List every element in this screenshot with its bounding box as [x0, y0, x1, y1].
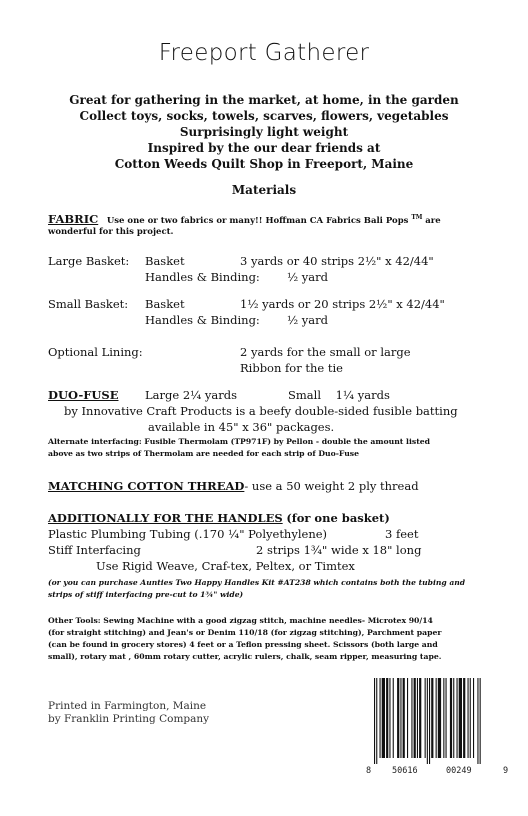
optional-lining-label: Optional Lining:	[48, 345, 143, 359]
stiff-interfacing-qty: 2 strips 1¾" wide x 18" long	[256, 543, 422, 557]
barcode-group-1: 50616	[392, 766, 418, 776]
small-basket-label: Small Basket:	[48, 297, 129, 311]
barcode-bar	[380, 678, 381, 758]
thread-line	[48, 479, 419, 493]
barcode-bar	[436, 678, 437, 758]
barcode-bar	[429, 678, 430, 764]
barcode-bar	[453, 678, 454, 758]
fabric-text: Use one or two fabrics or many!! Hoffman CA Fabrics Bali Pops	[106, 216, 409, 226]
printer-name: by Franklin Printing Company	[48, 713, 210, 725]
barcode-bar	[443, 678, 444, 758]
barcode-bar	[419, 678, 421, 758]
materials-heading: Materials	[231, 183, 297, 197]
barcode-bar	[386, 678, 388, 758]
rigid-weave-line: Use Rigid Weave, Craf-tex, Peltex, or Timtex	[96, 559, 355, 573]
barcode-group-2: 00249	[446, 766, 472, 776]
barcode-bar	[376, 678, 377, 764]
handles-label: ADDITIONALLY FOR THE HANDLES	[48, 511, 283, 525]
barcode-digit-left: 8	[366, 766, 372, 776]
duo-fuse-desc: by Innovative Craft Products is a beefy double-sided fusible batting	[64, 404, 458, 418]
alt-interfacing-2: above as two strips of Thermolam are needed for each strip of Duo-Fuse	[48, 449, 360, 458]
intro-line-2: Collect toys, socks, towels, scarves, flowers, vegetables	[79, 109, 449, 123]
barcode-bar	[457, 678, 458, 758]
fabric-text-2: wonderful for this project.	[48, 227, 174, 237]
intro-line-3: Surprisingly light weight	[179, 125, 349, 139]
fabric-text-end: are	[425, 216, 441, 226]
small-basket-item: Basket	[145, 297, 185, 311]
barcode-bar	[468, 678, 469, 758]
barcode-bar	[477, 678, 478, 764]
duo-fuse-large: Large 2¼ yards	[145, 388, 238, 402]
handles-heading	[48, 511, 390, 525]
large-basket-item: Basket	[145, 254, 185, 268]
barcode-bar	[446, 678, 447, 758]
barcode-bar	[450, 678, 452, 758]
barcode-bar	[480, 678, 481, 764]
barcode-bar	[473, 678, 474, 758]
barcode-bar	[393, 678, 394, 758]
kit-note-2: strips of stiff interfacing pre-cut to 1¾" wide)	[48, 590, 244, 599]
other-tools-2: (for straight stitching) and Jean's or Denim 110/18 (for zigzag stitching), Parchment paper	[48, 628, 442, 637]
other-tools-4: small), rotary mat , 60mm rotary cutter, acrylic rulers, chalk, seam ripper, measuring tape.	[48, 652, 442, 661]
thread-text: - use a 50 weight 2 ply thread	[244, 479, 419, 493]
small-handles-item: Handles & Binding:	[145, 313, 260, 327]
intro-line-5: Cotton Weeds Quilt Shop in Freeport, Maine	[114, 157, 414, 171]
duo-fuse-label: DUO-FUSE	[48, 388, 119, 402]
small-basket-value: 1½ yards or 20 strips 2½" x 42/44"	[240, 297, 445, 311]
barcode-bar	[382, 678, 385, 758]
barcode-bar	[407, 678, 408, 758]
optional-lining-value: 2 yards for the small or large	[240, 345, 411, 359]
barcode-bar	[425, 678, 426, 758]
alt-interfacing-1: Alternate interfacing: Fusible Thermolam (TP971F) by Pellon - double the amount listed	[48, 437, 431, 446]
tubing-item: Plastic Plumbing Tubing (.170 ¼" Polyethylene)	[48, 527, 328, 541]
handles-suffix: (for one basket)	[286, 511, 390, 525]
intro-line-1: Great for gathering in the market, at home, in the garden	[69, 93, 459, 107]
trademark-mark: TM	[411, 214, 423, 221]
other-tools-1: Other Tools: Sewing Machine with a good zigzag stitch, machine needles- Microtex 90/14	[48, 616, 433, 625]
large-basket-value: 3 yards or 40 strips 2½" x 42/44"	[240, 254, 434, 268]
pattern-title: Freeport Gatherer	[158, 40, 370, 66]
upc-barcode	[372, 678, 500, 764]
intro-line-4: Inspired by the our dear friends at	[147, 141, 381, 155]
barcode-bar	[397, 678, 399, 758]
duo-fuse-packages: available in 45" x 36" packages.	[148, 420, 335, 434]
barcode-bar	[470, 678, 471, 758]
large-handles-item: Handles & Binding:	[145, 270, 260, 284]
barcode-bar	[389, 678, 390, 758]
printed-in: Printed in Farmington, Maine	[48, 700, 207, 712]
stiff-interfacing-item: Stiff Interfacing	[48, 543, 141, 557]
barcode-bar	[400, 678, 401, 758]
kit-note-1: (or you can purchase Aunties Two Happy Handles Kit #AT238 which contains both the tubing and	[48, 578, 466, 587]
large-handles-value: ½ yard	[287, 270, 329, 284]
barcode-bar	[431, 678, 433, 758]
small-handles-value: ½ yard	[287, 313, 329, 327]
fabric-label: FABRIC	[48, 212, 99, 226]
barcode-bar	[438, 678, 441, 758]
barcode-bar	[411, 678, 412, 758]
barcode-bar	[374, 678, 375, 764]
ribbon-value: Ribbon for the tie	[240, 361, 343, 375]
barcode-bar	[403, 678, 405, 758]
barcode-bar	[427, 678, 428, 764]
barcode-bar	[417, 678, 418, 758]
barcode-bar	[459, 678, 462, 758]
thread-label: MATCHING COTTON THREAD	[48, 479, 245, 493]
barcode-digit-right: 9	[503, 766, 509, 776]
tubing-qty: 3 feet	[385, 527, 419, 541]
barcode-bar	[414, 678, 416, 758]
large-basket-label: Large Basket:	[48, 254, 130, 268]
fabric-section	[48, 212, 441, 226]
duo-fuse-small: Small 1¼ yards	[288, 388, 390, 402]
other-tools-3: (can be found in grocery stores) 4 feet or a Teflon pressing sheet. Scissors (both large and	[48, 640, 438, 649]
barcode-bar	[463, 678, 465, 758]
